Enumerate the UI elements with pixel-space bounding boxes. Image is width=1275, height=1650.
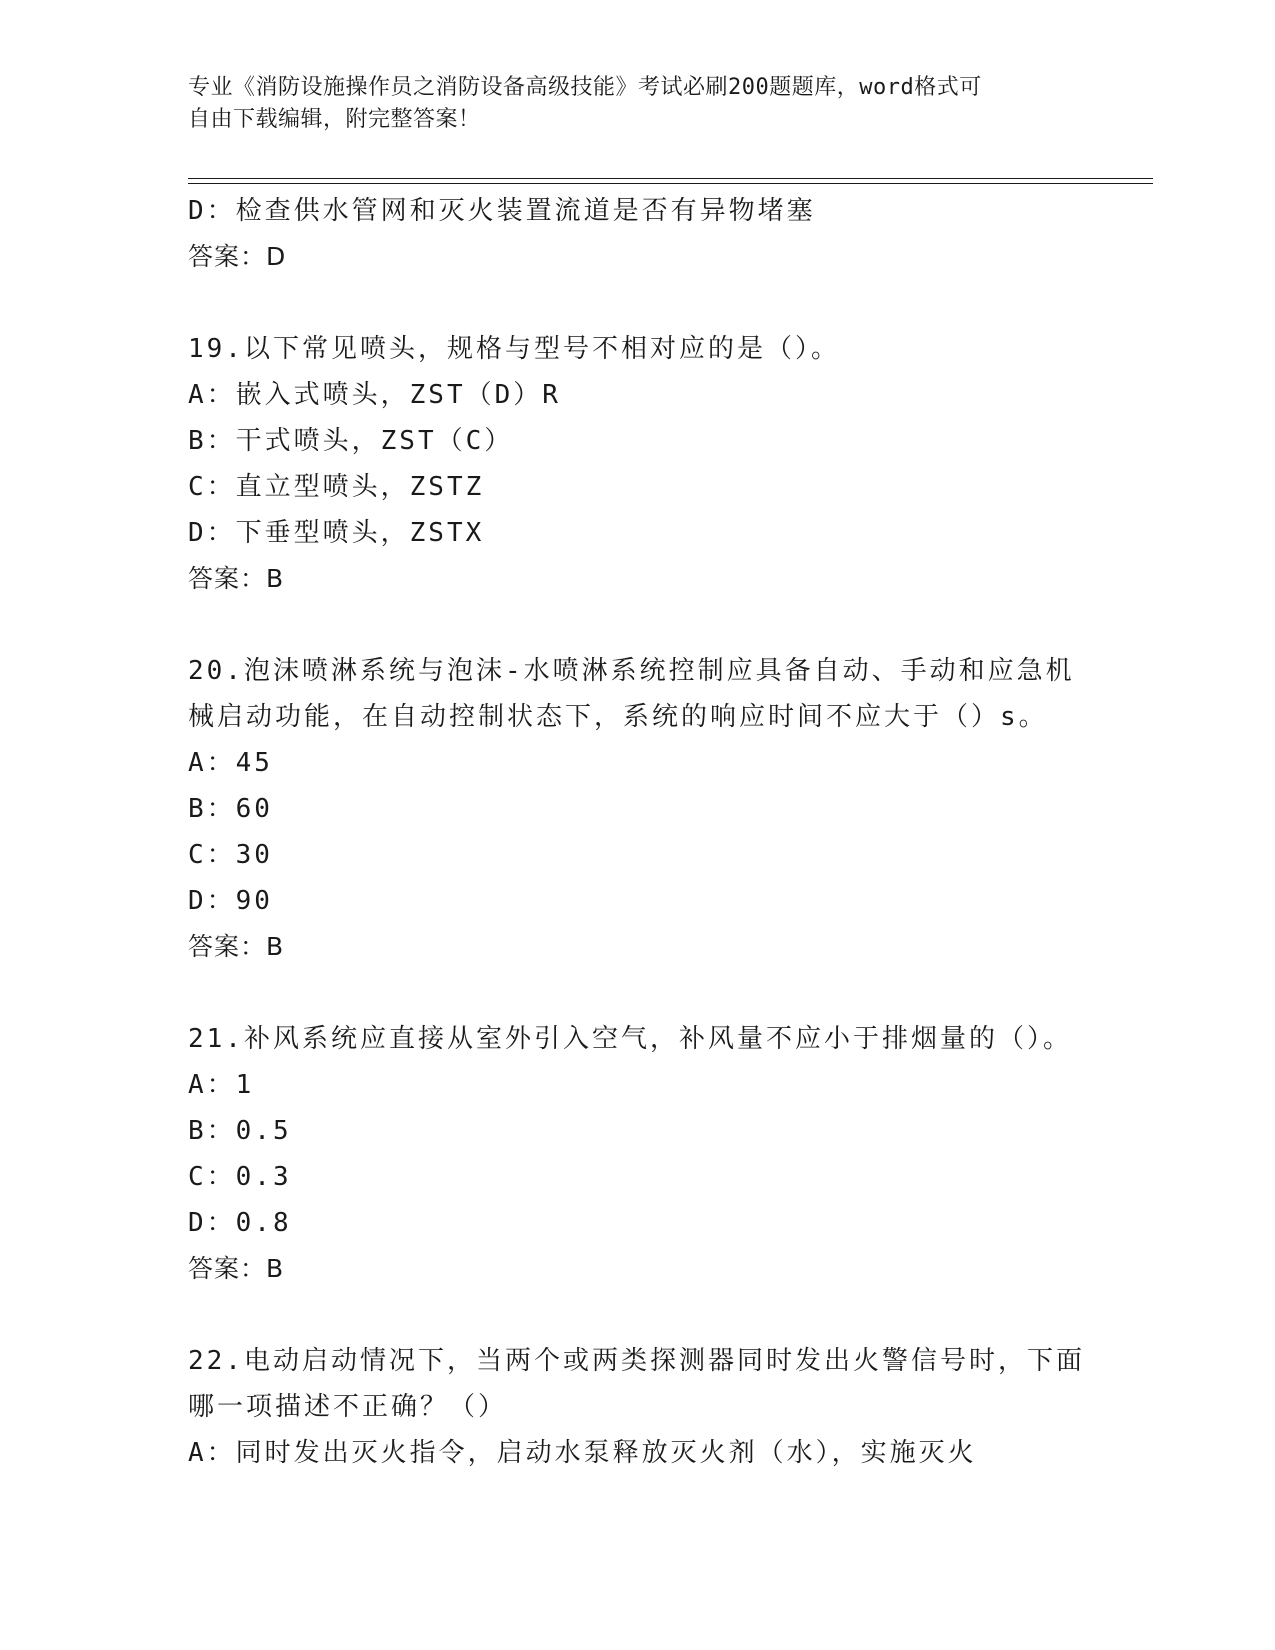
question-stem: 21.补风系统应直接从室外引入空气，补风量不应小于排烟量的（）。: [188, 1024, 1072, 1054]
option-c: C：直立型喷头，ZSTZ: [188, 472, 485, 502]
option-a: A：45: [188, 748, 273, 778]
option-a: A：同时发出灭火指令，启动水泵释放灭火剂（水），实施灭火: [188, 1438, 977, 1468]
option-b: B：干式喷头，ZST（C）: [188, 426, 514, 456]
header-divider-bottom: [188, 183, 1153, 184]
question-21: [188, 1016, 1088, 1292]
question-stem: 19.以下常见喷头，规格与型号不相对应的是（）。: [188, 334, 840, 364]
previous-question-tail: [188, 188, 1088, 280]
spacer: [188, 1292, 1088, 1338]
option-b: B：0.5: [188, 1116, 292, 1146]
answer-line: 答案：D: [188, 242, 287, 271]
question-stem-line-2: 械启动功能，在自动控制状态下，系统的响应时间不应大于（）s。: [188, 702, 1048, 732]
option-c: C：30: [188, 840, 273, 870]
document-body: [188, 188, 1088, 1476]
spacer: [188, 280, 1088, 326]
question-stem-line-2: 哪一项描述不正确？（）: [188, 1392, 508, 1422]
option-a: A：1: [188, 1070, 255, 1100]
option-c: C：0.3: [188, 1162, 292, 1192]
answer-line: 答案：B: [188, 564, 285, 593]
spacer: [188, 970, 1088, 1016]
question-stem-line-1: 22.电动启动情况下，当两个或两类探测器同时发出火警信号时，下面: [188, 1346, 1085, 1376]
question-20: [188, 648, 1088, 970]
answer-line: 答案：B: [188, 932, 285, 961]
document-header: [188, 72, 1068, 136]
question-stem-line-1: 20.泡沫喷淋系统与泡沫-水喷淋系统控制应具备自动、手动和应急机: [188, 656, 1075, 686]
option-b: B：60: [188, 794, 273, 824]
option-a: A：嵌入式喷头，ZST（D）R: [188, 380, 561, 410]
spacer: [188, 602, 1088, 648]
option-d: D：90: [188, 886, 273, 916]
option-d: D：检查供水管网和灭火装置流道是否有异物堵塞: [188, 196, 816, 226]
option-d: D：下垂型喷头，ZSTX: [188, 518, 485, 548]
header-line-2: 自由下载编辑，附完整答案！: [188, 107, 481, 132]
question-19: [188, 326, 1088, 602]
question-22: [188, 1338, 1088, 1476]
header-divider-top: [188, 178, 1153, 179]
answer-line: 答案：B: [188, 1254, 285, 1283]
header-line-1: 专业《消防设施操作员之消防设备高级技能》考试必刷200题题库，word格式可: [188, 75, 982, 100]
option-d: D：0.8: [188, 1208, 292, 1238]
